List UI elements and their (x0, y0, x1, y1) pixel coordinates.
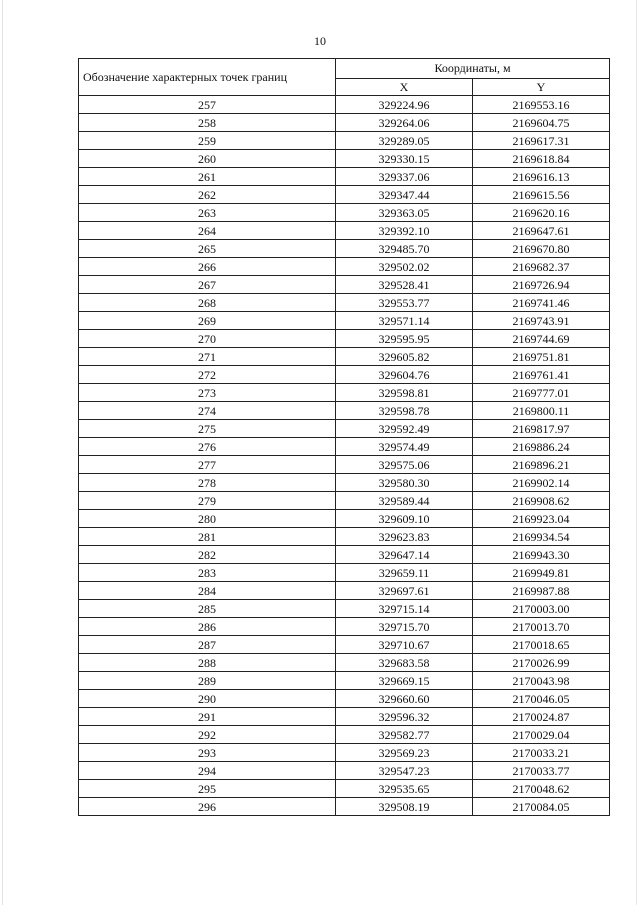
table-row (79, 654, 610, 672)
x-coordinate-cell: 329598.81 (336, 384, 473, 402)
y-coordinate-cell: 2169617.31 (473, 132, 610, 150)
table-row (79, 456, 610, 474)
table-row (79, 510, 610, 528)
point-cell: 296 (79, 798, 336, 816)
point-cell: 267 (79, 276, 336, 294)
x-coordinate-cell: 329609.10 (336, 510, 473, 528)
point-cell: 270 (79, 330, 336, 348)
x-coordinate-cell: 329595.95 (336, 330, 473, 348)
table-row (79, 474, 610, 492)
point-cell: 271 (79, 348, 336, 366)
table-row (79, 492, 610, 510)
table-row (79, 402, 610, 420)
y-coordinate-cell: 2169744.69 (473, 330, 610, 348)
table-row (79, 564, 610, 582)
x-coordinate-cell: 329647.14 (336, 546, 473, 564)
y-coordinate-cell: 2169743.91 (473, 312, 610, 330)
point-cell: 290 (79, 690, 336, 708)
point-cell: 263 (79, 204, 336, 222)
coordinates-table (78, 58, 610, 816)
table-row (79, 204, 610, 222)
table-row (79, 132, 610, 150)
y-coordinate-cell: 2170013.70 (473, 618, 610, 636)
y-coordinate-cell: 2169751.81 (473, 348, 610, 366)
point-cell: 276 (79, 438, 336, 456)
point-cell: 282 (79, 546, 336, 564)
y-coordinate-cell: 2169934.54 (473, 528, 610, 546)
header-coordinates: Координаты, м (336, 59, 610, 79)
point-cell: 275 (79, 420, 336, 438)
x-coordinate-cell: 329715.14 (336, 600, 473, 618)
x-coordinate-cell: 329508.19 (336, 798, 473, 816)
point-cell: 287 (79, 636, 336, 654)
table-row (79, 636, 610, 654)
y-coordinate-cell: 2169741.46 (473, 294, 610, 312)
point-cell: 258 (79, 114, 336, 132)
y-coordinate-cell: 2169616.13 (473, 168, 610, 186)
y-coordinate-cell: 2169949.81 (473, 564, 610, 582)
table-row (79, 96, 610, 114)
scan-edge-right (636, 0, 637, 905)
y-coordinate-cell: 2169761.41 (473, 366, 610, 384)
table-row (79, 258, 610, 276)
point-cell: 291 (79, 708, 336, 726)
table-row (79, 114, 610, 132)
x-coordinate-cell: 329535.65 (336, 780, 473, 798)
y-coordinate-cell: 2169682.37 (473, 258, 610, 276)
x-coordinate-cell: 329710.67 (336, 636, 473, 654)
y-coordinate-cell: 2170033.21 (473, 744, 610, 762)
x-coordinate-cell: 329589.44 (336, 492, 473, 510)
x-coordinate-cell: 329337.06 (336, 168, 473, 186)
point-cell: 259 (79, 132, 336, 150)
x-coordinate-cell: 329598.78 (336, 402, 473, 420)
y-coordinate-cell: 2170048.62 (473, 780, 610, 798)
x-coordinate-cell: 329289.05 (336, 132, 473, 150)
x-coordinate-cell: 329623.83 (336, 528, 473, 546)
table-row (79, 168, 610, 186)
table-row (79, 672, 610, 690)
x-coordinate-cell: 329224.96 (336, 96, 473, 114)
table-row (79, 762, 610, 780)
y-coordinate-cell: 2169886.24 (473, 438, 610, 456)
point-cell: 294 (79, 762, 336, 780)
page-number: 10 (314, 34, 326, 48)
y-coordinate-cell: 2170084.05 (473, 798, 610, 816)
y-coordinate-cell: 2169902.14 (473, 474, 610, 492)
x-coordinate-cell: 329660.60 (336, 690, 473, 708)
point-cell: 292 (79, 726, 336, 744)
y-coordinate-cell: 2170026.99 (473, 654, 610, 672)
table-row (79, 582, 610, 600)
x-coordinate-cell: 329596.32 (336, 708, 473, 726)
point-cell: 274 (79, 402, 336, 420)
x-coordinate-cell: 329592.49 (336, 420, 473, 438)
table-body (79, 96, 610, 816)
x-coordinate-cell: 329569.23 (336, 744, 473, 762)
x-coordinate-cell: 329553.77 (336, 294, 473, 312)
y-coordinate-cell: 2169604.75 (473, 114, 610, 132)
x-coordinate-cell: 329683.58 (336, 654, 473, 672)
y-coordinate-cell: 2169553.16 (473, 96, 610, 114)
point-cell: 273 (79, 384, 336, 402)
x-coordinate-cell: 329697.61 (336, 582, 473, 600)
y-coordinate-cell: 2169777.01 (473, 384, 610, 402)
header-y: Y (473, 78, 610, 95)
x-coordinate-cell: 329547.23 (336, 762, 473, 780)
table-row (79, 438, 610, 456)
table-row (79, 294, 610, 312)
y-coordinate-cell: 2170046.05 (473, 690, 610, 708)
table-row (79, 690, 610, 708)
table-row (79, 600, 610, 618)
point-cell: 277 (79, 456, 336, 474)
scan-edge-left (2, 0, 3, 905)
x-coordinate-cell: 329574.49 (336, 438, 473, 456)
y-coordinate-cell: 2169726.94 (473, 276, 610, 294)
y-coordinate-cell: 2169817.97 (473, 420, 610, 438)
table-row (79, 330, 610, 348)
point-cell: 281 (79, 528, 336, 546)
y-coordinate-cell: 2170018.65 (473, 636, 610, 654)
point-cell: 266 (79, 258, 336, 276)
y-coordinate-cell: 2169615.56 (473, 186, 610, 204)
x-coordinate-cell: 329502.02 (336, 258, 473, 276)
point-cell: 264 (79, 222, 336, 240)
x-coordinate-cell: 329604.76 (336, 366, 473, 384)
x-coordinate-cell: 329571.14 (336, 312, 473, 330)
x-coordinate-cell: 329669.15 (336, 672, 473, 690)
table-row (79, 780, 610, 798)
y-coordinate-cell: 2169800.11 (473, 402, 610, 420)
point-cell: 283 (79, 564, 336, 582)
table-row (79, 528, 610, 546)
y-coordinate-cell: 2169670.80 (473, 240, 610, 258)
x-coordinate-cell: 329659.11 (336, 564, 473, 582)
point-cell: 269 (79, 312, 336, 330)
x-coordinate-cell: 329330.15 (336, 150, 473, 168)
table-row (79, 708, 610, 726)
x-coordinate-cell: 329392.10 (336, 222, 473, 240)
point-cell: 285 (79, 600, 336, 618)
x-coordinate-cell: 329715.70 (336, 618, 473, 636)
table-header (79, 59, 610, 96)
point-cell: 295 (79, 780, 336, 798)
point-cell: 286 (79, 618, 336, 636)
header-x: X (336, 78, 473, 95)
table-row (79, 726, 610, 744)
x-coordinate-cell: 329347.44 (336, 186, 473, 204)
table-row (79, 348, 610, 366)
x-coordinate-cell: 329582.77 (336, 726, 473, 744)
point-cell: 265 (79, 240, 336, 258)
point-cell: 293 (79, 744, 336, 762)
y-coordinate-cell: 2169908.62 (473, 492, 610, 510)
x-coordinate-cell: 329485.70 (336, 240, 473, 258)
x-coordinate-cell: 329575.06 (336, 456, 473, 474)
y-coordinate-cell: 2170029.04 (473, 726, 610, 744)
y-coordinate-cell: 2169647.61 (473, 222, 610, 240)
table-row (79, 744, 610, 762)
point-cell: 260 (79, 150, 336, 168)
point-cell: 288 (79, 654, 336, 672)
x-coordinate-cell: 329605.82 (336, 348, 473, 366)
y-coordinate-cell: 2169620.16 (473, 204, 610, 222)
table-row (79, 276, 610, 294)
x-coordinate-cell: 329264.06 (336, 114, 473, 132)
table-row (79, 366, 610, 384)
table-row (79, 618, 610, 636)
y-coordinate-cell: 2170043.98 (473, 672, 610, 690)
table-row (79, 222, 610, 240)
table-row (79, 546, 610, 564)
header-point-designation: Обозначение характерных точек границ (79, 59, 336, 96)
y-coordinate-cell: 2169943.30 (473, 546, 610, 564)
point-cell: 280 (79, 510, 336, 528)
point-cell: 261 (79, 168, 336, 186)
y-coordinate-cell: 2170024.87 (473, 708, 610, 726)
point-cell: 284 (79, 582, 336, 600)
table-row (79, 420, 610, 438)
point-cell: 272 (79, 366, 336, 384)
y-coordinate-cell: 2169923.04 (473, 510, 610, 528)
point-cell: 257 (79, 96, 336, 114)
x-coordinate-cell: 329528.41 (336, 276, 473, 294)
y-coordinate-cell: 2169896.21 (473, 456, 610, 474)
point-cell: 279 (79, 492, 336, 510)
table-row (79, 384, 610, 402)
y-coordinate-cell: 2170003.00 (473, 600, 610, 618)
table-row (79, 798, 610, 816)
point-cell: 262 (79, 186, 336, 204)
y-coordinate-cell: 2169987.88 (473, 582, 610, 600)
table-row (79, 186, 610, 204)
point-cell: 278 (79, 474, 336, 492)
table-row (79, 312, 610, 330)
y-coordinate-cell: 2169618.84 (473, 150, 610, 168)
point-cell: 268 (79, 294, 336, 312)
table-row (79, 240, 610, 258)
y-coordinate-cell: 2170033.77 (473, 762, 610, 780)
table-row (79, 150, 610, 168)
x-coordinate-cell: 329363.05 (336, 204, 473, 222)
point-cell: 289 (79, 672, 336, 690)
x-coordinate-cell: 329580.30 (336, 474, 473, 492)
